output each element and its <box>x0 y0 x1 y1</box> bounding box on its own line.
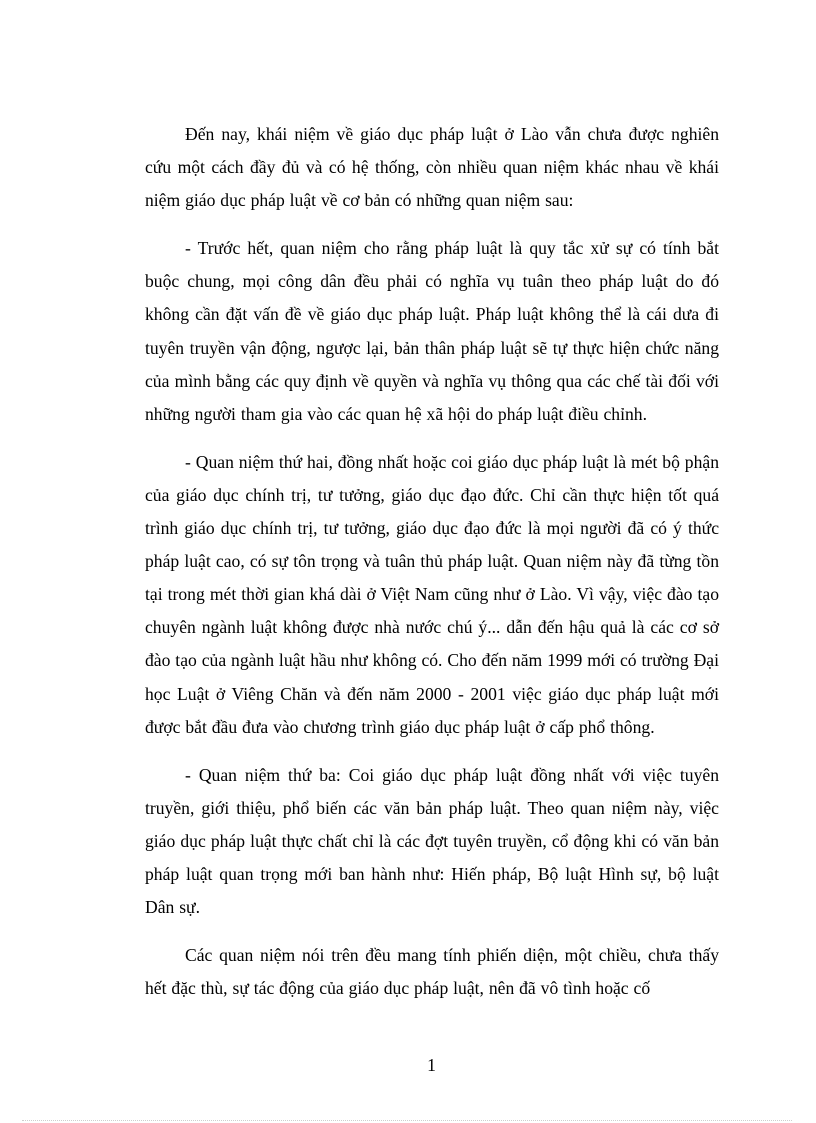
page-number: 1 <box>427 1055 436 1075</box>
paragraph-first-view: - Trước hết, quan niệm cho rằng pháp luật là quy tắc xử sự có tính bắt buộc chung, mọi công dân đều phải có nghĩa vụ tuân theo pháp luật do đó không cần đặt vấn đề về giáo dục pháp luật. Pháp luật không thể là cái dưa đi tuyên truyền vận động, ngược lại, bản thân pháp luật sẽ tự thực hiện chức năng của mình bằng các quy định về quyền và nghĩa vụ thông qua các chế tài đối với những người tham gia vào các quan hệ xã hội do pháp luật điều chỉnh. <box>145 238 719 424</box>
document-body <box>145 118 719 1020</box>
paragraph-intro: Đến nay, khái niệm về giáo dục pháp luật ở Lào vẫn chưa được nghiên cứu một cách đầy đủ và có hệ thống, còn nhiều quan niệm khác nhau về khái niệm giáo dục pháp luật về cơ bản có những quan niệm sau: <box>145 124 719 211</box>
paragraph-third-view: - Quan niệm thứ ba: Coi giáo dục pháp luật đồng nhất với việc tuyên truyền, giới thiệu, phổ biến các văn bản pháp luật. Theo quan niệm này, việc giáo dục pháp luật thực chất chỉ là các đợt tuyên truyền, cổ động khi có văn bản pháp luật quan trọng mới ban hành như: Hiến pháp, Bộ luật Hình sự, bộ luật Dân sự. <box>145 764 719 918</box>
paragraph-conclusion: Các quan niệm nói trên đều mang tính phiến diện, một chiều, chưa thấy hết đặc thù, sự tác động của giáo dục pháp luật, nên đã vô tình hoặc cố <box>145 945 719 999</box>
page-bottom-divider <box>22 1120 792 1121</box>
paragraph-second-view: - Quan niệm thứ hai, đồng nhất hoặc coi giáo dục pháp luật là mét bộ phận của giáo dục chính trị, tư tưởng, giáo dục đạo đức. Chỉ cần thực hiện tốt quá trình giáo dục chính trị, tư tưởng, giáo dục đạo đức là mọi người đã có ý thức pháp luật cao, có sự tôn trọng và tuân thủ pháp luật. Quan niệm này đã từng tồn tại trong mét thời gian khá dài ở Việt Nam cũng như ở Lào. Vì vậy, việc đào tạo chuyên ngành luật không được nhà nước chú ý... dẫn đến hậu quả là các cơ sở đào tạo của ngành luật hầu như không có. Cho đến năm 1999 mới có trường Đại học Luật ở Viêng Chăn và đến năm 2000 - 2001 việc giáo dục pháp luật mới được bắt đầu đưa vào chương trình giáo dục pháp luật ở cấp phổ thông. <box>145 451 719 737</box>
